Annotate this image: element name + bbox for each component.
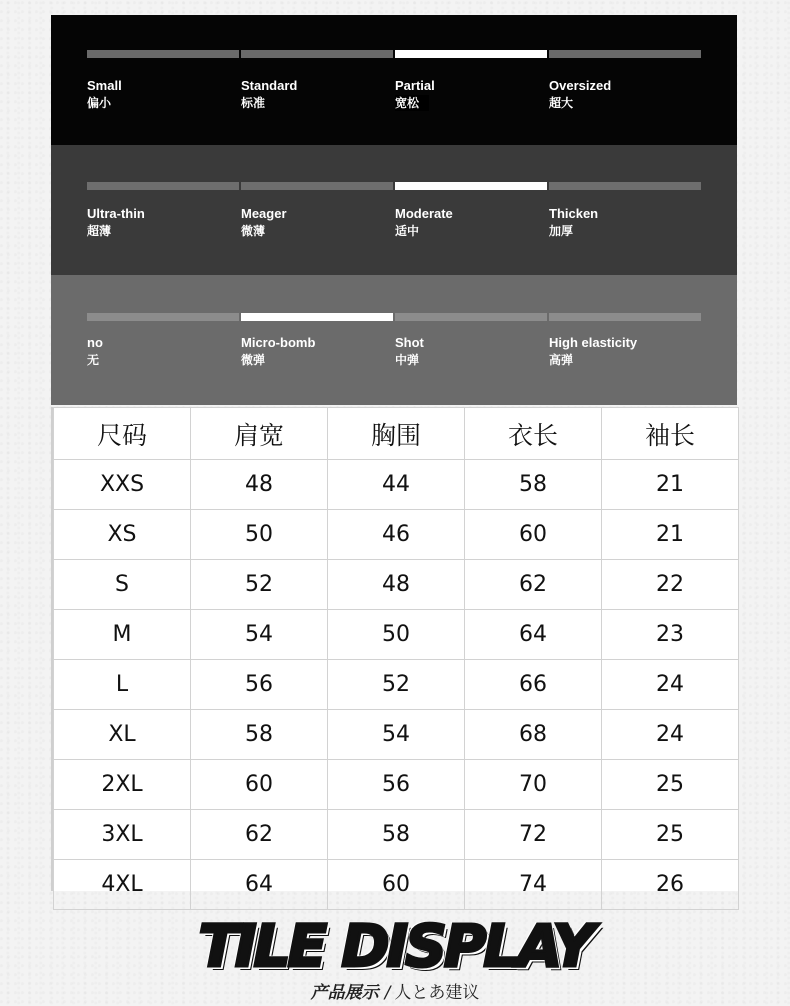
table-cell: 60 <box>328 860 465 910</box>
tile-display-heading: TILE DISPLAY <box>198 912 592 980</box>
thickness-option-label-cn: 加厚 <box>549 224 574 238</box>
table-cell: 64 <box>191 860 328 910</box>
table-cell: 21 <box>602 460 739 510</box>
elasticity-option-no <box>87 335 239 369</box>
table-cell: 54 <box>191 610 328 660</box>
thickness-option-thicken <box>549 206 701 240</box>
thickness-option-label-en: Thicken <box>549 206 599 221</box>
header-shoulder-width: 肩宽 <box>191 408 328 460</box>
table-row <box>54 810 739 860</box>
table-cell: 64 <box>465 610 602 660</box>
elasticity-option-high-elasticity <box>549 335 701 369</box>
fit-segment-4 <box>549 50 701 58</box>
elasticity-segment-4 <box>549 313 701 321</box>
fit-option-label-en: Partial <box>395 78 435 93</box>
fit-option-label-en: Oversized <box>549 78 612 93</box>
table-cell: 58 <box>465 460 602 510</box>
size-chart <box>51 407 739 897</box>
table-cell: 46 <box>328 510 465 560</box>
table-row <box>54 760 739 810</box>
subtitle-slash: / <box>384 983 391 1003</box>
elasticity-option-label-cn: 微弹 <box>241 353 266 367</box>
thickness-option-meager <box>241 206 393 240</box>
header-chest: 胸围 <box>328 408 465 460</box>
thickness-segment-4 <box>549 182 701 190</box>
attribute-panel <box>51 0 737 407</box>
table-cell: 56 <box>328 760 465 810</box>
thickness-segment-3 <box>395 182 547 190</box>
size-table-header-row <box>54 408 739 460</box>
thickness-option-label-en: Ultra-thin <box>87 206 145 221</box>
table-cell: L <box>54 660 191 710</box>
table-cell: 54 <box>328 710 465 760</box>
subtitle-rest: 人とあ建议 <box>394 983 480 1003</box>
thickness-option-moderate <box>395 206 547 240</box>
fit-option-oversized <box>549 78 701 112</box>
fit-option-label-cn: 偏小 <box>87 96 112 110</box>
elasticity-option-label-cn: 中弹 <box>395 353 420 367</box>
fit-segment-2 <box>241 50 393 58</box>
table-cell: 48 <box>328 560 465 610</box>
thickness-segment-1 <box>87 182 239 190</box>
fit-option-label-cn: 宽松 <box>395 95 429 111</box>
fit-option-small <box>87 78 239 112</box>
table-cell: 74 <box>465 860 602 910</box>
table-cell: 25 <box>602 810 739 860</box>
table-cell: 58 <box>191 710 328 760</box>
table-cell: XXS <box>54 460 191 510</box>
elasticity-option-label-en: Micro-bomb <box>241 335 316 350</box>
table-cell: 25 <box>602 760 739 810</box>
fit-option-label-cn: 超大 <box>549 96 574 110</box>
thickness-scale <box>51 145 737 275</box>
table-cell: 62 <box>465 560 602 610</box>
table-cell: 58 <box>328 810 465 860</box>
header-sleeve-length: 袖长 <box>602 408 739 460</box>
table-cell: S <box>54 560 191 610</box>
fit-segment-3 <box>395 50 547 58</box>
fit-option-partial <box>395 78 547 112</box>
table-cell: 2XL <box>54 760 191 810</box>
header-length: 衣长 <box>465 408 602 460</box>
table-cell: 50 <box>191 510 328 560</box>
thickness-segment-2 <box>241 182 393 190</box>
table-cell: 48 <box>191 460 328 510</box>
table-cell: 56 <box>191 660 328 710</box>
table-cell: 24 <box>602 660 739 710</box>
table-cell: 60 <box>465 510 602 560</box>
elasticity-option-shot <box>395 335 547 369</box>
elasticity-option-micro-bomb <box>241 335 393 369</box>
table-row <box>54 860 739 910</box>
elasticity-scale <box>51 275 737 405</box>
table-cell: 62 <box>191 810 328 860</box>
size-table <box>53 407 739 910</box>
fit-scale <box>51 15 737 145</box>
thickness-option-ultra-thin <box>87 206 239 240</box>
table-cell: 4XL <box>54 860 191 910</box>
table-cell: XS <box>54 510 191 560</box>
elasticity-segment-3 <box>395 313 547 321</box>
elasticity-option-label-cn: 高弹 <box>549 353 574 367</box>
elasticity-option-label-en: High elasticity <box>549 335 638 350</box>
thickness-option-label-cn: 超薄 <box>87 224 112 238</box>
fit-option-label-en: Small <box>87 78 122 93</box>
table-cell: 72 <box>465 810 602 860</box>
table-cell: 3XL <box>54 810 191 860</box>
table-cell: 22 <box>602 560 739 610</box>
table-row <box>54 560 739 610</box>
tile-display-subtitle <box>0 978 790 1003</box>
table-cell: XL <box>54 710 191 760</box>
thickness-option-label-cn: 微薄 <box>241 224 266 238</box>
thickness-option-label-cn: 适中 <box>395 224 420 238</box>
table-cell: 24 <box>602 710 739 760</box>
table-cell: 23 <box>602 610 739 660</box>
table-row <box>54 660 739 710</box>
elasticity-segment-2 <box>241 313 393 321</box>
elasticity-segment-1 <box>87 313 239 321</box>
thickness-option-label-en: Meager <box>241 206 287 221</box>
table-cell: M <box>54 610 191 660</box>
table-cell: 26 <box>602 860 739 910</box>
table-cell: 52 <box>191 560 328 610</box>
elasticity-option-label-en: no <box>87 335 103 350</box>
header-size: 尺码 <box>54 408 191 460</box>
elasticity-option-label-en: Shot <box>395 335 424 350</box>
thickness-option-label-en: Moderate <box>395 206 453 221</box>
table-cell: 68 <box>465 710 602 760</box>
table-cell: 52 <box>328 660 465 710</box>
fit-option-standard <box>241 78 393 112</box>
table-cell: 21 <box>602 510 739 560</box>
table-row <box>54 610 739 660</box>
fit-option-label-cn: 标准 <box>241 96 266 110</box>
table-cell: 50 <box>328 610 465 660</box>
table-cell: 44 <box>328 460 465 510</box>
table-row <box>54 510 739 560</box>
fit-option-label-en: Standard <box>241 78 298 93</box>
table-row <box>54 460 739 510</box>
table-row <box>54 710 739 760</box>
elasticity-option-label-cn: 无 <box>87 353 100 367</box>
fit-segment-1 <box>87 50 239 58</box>
table-cell: 70 <box>465 760 602 810</box>
table-cell: 66 <box>465 660 602 710</box>
table-cell: 60 <box>191 760 328 810</box>
subtitle-strong: 产品展示 <box>310 983 379 1003</box>
